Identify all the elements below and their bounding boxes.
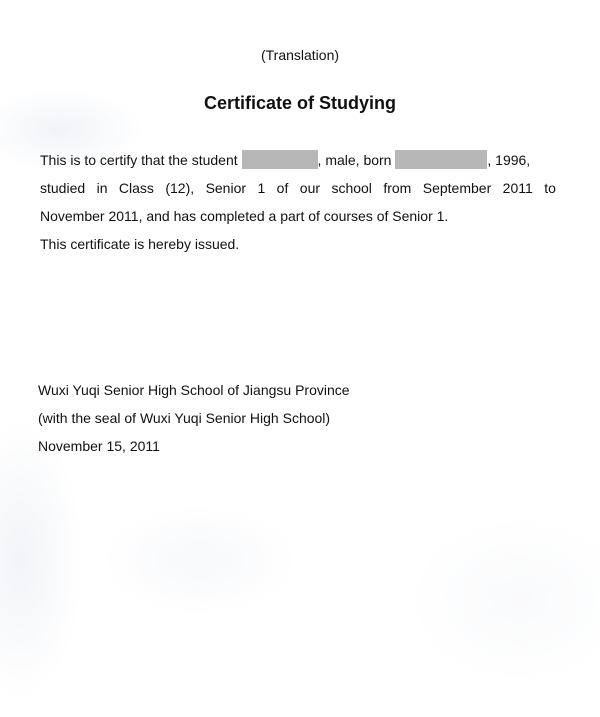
body-line-2-word: studied bbox=[40, 180, 86, 196]
body-line-2-word: in bbox=[96, 180, 108, 196]
body-line-2-word: to bbox=[544, 180, 556, 196]
body-line-2-word: 2011 bbox=[502, 180, 533, 196]
body-line-2-word: of bbox=[276, 180, 289, 196]
body-line-2-word: our bbox=[299, 180, 321, 196]
body-line-4: This certificate is hereby issued. bbox=[40, 236, 240, 252]
body-line-2-word: Class bbox=[118, 180, 154, 196]
body-line-3: November 2011, and has completed a part of courses of Senior 1. bbox=[40, 208, 449, 224]
body-line-2-word: (12), bbox=[165, 180, 195, 196]
body-line-2-word: school bbox=[331, 180, 372, 196]
redacted-birth-date bbox=[395, 150, 487, 169]
issue-date: November 15, 2011 bbox=[38, 438, 160, 454]
seal-note: (with the seal of Wuxi Yuqi Senior High School) bbox=[38, 410, 331, 426]
redacted-student-name bbox=[242, 150, 318, 169]
issuing-school: Wuxi Yuqi Senior High School of Jiangsu Province bbox=[38, 382, 350, 398]
body-line-1 bbox=[40, 146, 556, 174]
body-line-1-text-c: , 1996, bbox=[487, 152, 531, 168]
translation-note: (Translation) bbox=[260, 47, 340, 63]
body-line-2 bbox=[40, 174, 556, 202]
body-line-2-word: September bbox=[422, 180, 492, 196]
body-line-2-word: from bbox=[383, 180, 412, 196]
signature-block bbox=[38, 376, 558, 460]
body-line-2-word: 1 bbox=[257, 180, 266, 196]
document-title: Certificate of Studying bbox=[203, 93, 396, 113]
body-line-1-text-a: This is to certify that the student bbox=[40, 152, 238, 168]
body-line-1-text-b: , male, born bbox=[317, 152, 392, 168]
body-line-2-word: Senior bbox=[205, 180, 247, 196]
certificate-body bbox=[40, 146, 556, 258]
